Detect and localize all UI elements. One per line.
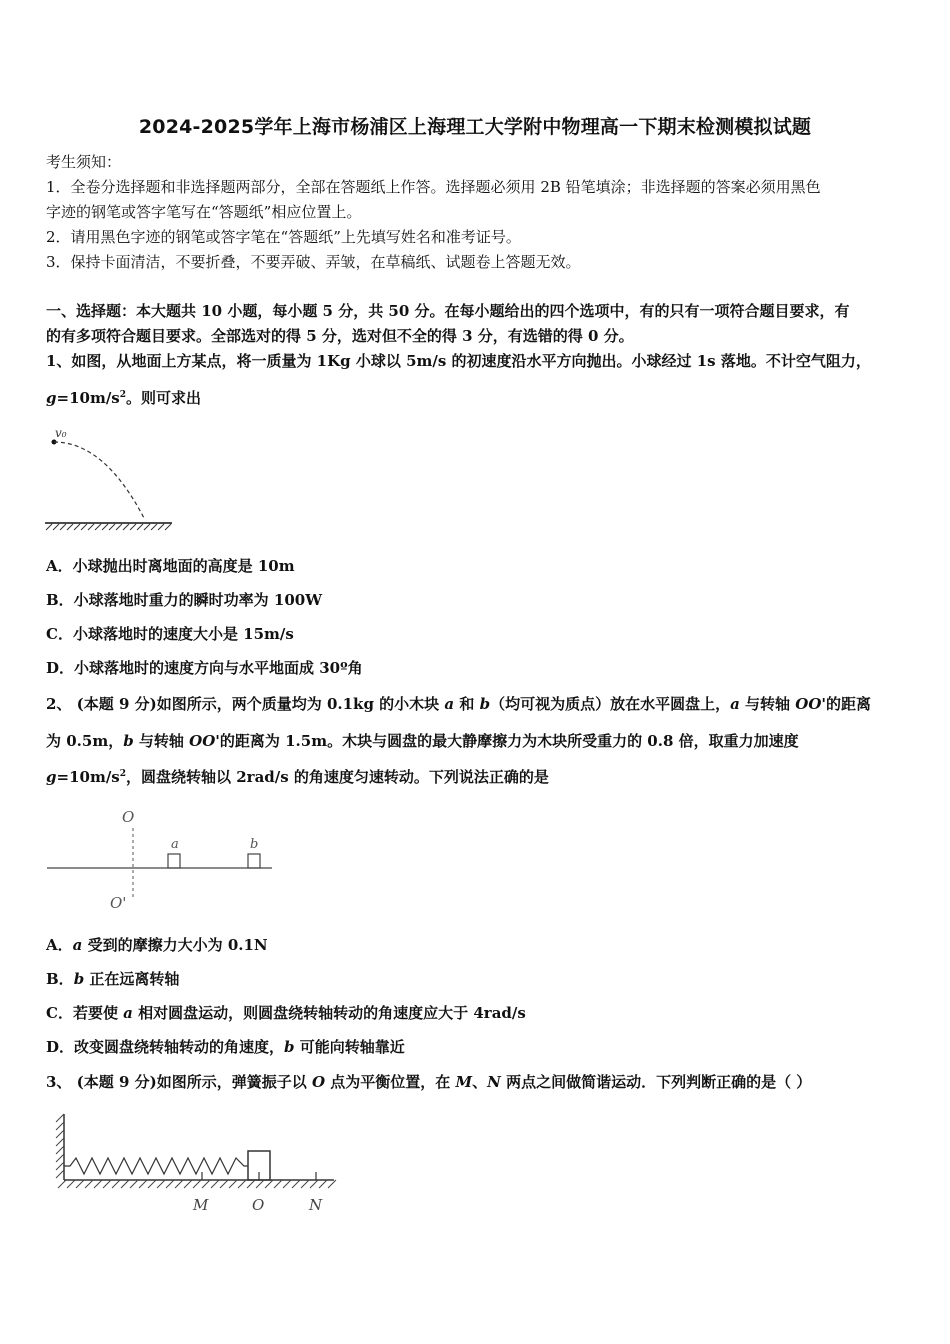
q3-spring <box>64 1158 248 1174</box>
q2-option-b[interactable] <box>46 969 179 989</box>
notice-item-1-line-2: 字迹的钢笔或答字笔写在“答题纸”相应位置上。 <box>46 203 362 221</box>
q2-option-c-text: C．若要使 <box>46 1004 124 1022</box>
q2-text: 的距离 <box>826 695 872 713</box>
q1-stem-line-2 <box>46 388 201 408</box>
q1-option-d[interactable]: D．小球落地时的速度方向与水平地面成 30º角 <box>46 659 363 677</box>
q2-option-c-text: 相对圆盘运动，则圆盘绕转轴转动的角速度应大于 4rad/s <box>132 1004 526 1022</box>
q2-option-a[interactable] <box>46 935 268 955</box>
q2-block-a <box>168 854 180 868</box>
q2-option-a-var: a <box>72 936 83 954</box>
q2-option-d-var: b <box>284 1038 295 1056</box>
q2-option-d[interactable] <box>46 1037 405 1057</box>
q1-ground-hatch <box>46 524 171 530</box>
q2-option-c-var: a <box>123 1004 133 1022</box>
q2-var-a: a <box>730 695 740 713</box>
q1-g-value: =10m/s <box>56 389 120 407</box>
q2-turntable-figure <box>42 800 282 915</box>
q3-var-n: N <box>487 1073 501 1091</box>
q3-text: 点为平衡位置，在 <box>325 1073 456 1091</box>
q2-g-exponent: 2 <box>119 769 127 779</box>
q2-figure-label-b: b <box>250 837 259 852</box>
q3-text: 3、 (本题 9 分)如图所示，弹簧振子以 <box>46 1073 312 1091</box>
q1-projectile-figure <box>40 420 180 535</box>
q2-block-b <box>248 854 260 868</box>
q3-figure-label-m: M <box>193 1196 209 1214</box>
q2-stem-line-2 <box>46 731 799 751</box>
q2-var-b: b <box>479 695 491 713</box>
section-intro-line-2: 的有多项符合题目要求。全部选对的得 5 分，选对但不全的得 3 分，有选错的得 0 分。 <box>46 327 634 345</box>
q3-text: 两点之间做简谐运动．下列判断正确的是（ ） <box>500 1073 812 1091</box>
q3-stem <box>46 1072 811 1092</box>
q1-option-c[interactable]: C．小球落地时的速度大小是 15m/s <box>46 625 294 643</box>
q2-text: 2、 (本题 9 分)如图所示，两个质量均为 0.1kg 的小木块 <box>46 695 445 713</box>
q2-var-b: b <box>123 732 134 750</box>
q2-option-b-text: B． <box>46 970 74 988</box>
q2-text: ，圆盘绕转轴以 2rad/s 的角速度匀速转动。下列说法正确的是 <box>126 768 549 786</box>
q3-figure-label-o: O <box>252 1196 265 1214</box>
q2-axis-symbol: OO' <box>795 695 827 713</box>
q2-text: 与转轴 <box>739 695 796 713</box>
q2-text: 为 0.5m， <box>46 732 124 750</box>
q2-stem-line-1 <box>46 694 871 714</box>
q2-option-d-text: D．改变圆盘绕转轴转动的角速度， <box>46 1038 285 1056</box>
q3-figure-label-n: N <box>309 1196 323 1214</box>
q1-figure-v0-label: v₀ <box>55 426 67 440</box>
q2-option-a-text: A． <box>46 936 73 954</box>
q2-option-b-var: b <box>73 970 85 988</box>
q2-g-value: =10m/s <box>56 768 120 786</box>
q2-option-c[interactable] <box>46 1003 526 1023</box>
q2-g-symbol: g <box>46 768 57 786</box>
q3-var-o: O <box>311 1073 326 1091</box>
q2-text: 和 <box>454 695 480 713</box>
q2-stem-line-3 <box>46 767 549 787</box>
q2-figure-label-o: O <box>122 808 135 826</box>
q2-option-d-text: 可能向转轴靠近 <box>294 1038 405 1056</box>
q2-option-b-text: 正在远离转轴 <box>84 970 180 988</box>
notice-heading: 考生须知： <box>46 153 122 171</box>
q2-var-a: a <box>444 695 455 713</box>
q3-wall-hatch <box>56 1114 64 1178</box>
q2-figure-label-a: a <box>171 837 179 852</box>
q2-axis-symbol: OO' <box>189 732 220 750</box>
page-title: 2024-2025学年上海市杨浦区上海理工大学附中物理高一下期末检测模拟试题 <box>138 116 812 138</box>
q1-g-exponent: 2 <box>119 390 127 400</box>
q2-option-a-text: 受到的摩擦力大小为 0.1N <box>82 936 268 954</box>
q3-var-m: M <box>455 1073 473 1091</box>
q1-g-suffix: 。则可求出 <box>126 389 202 407</box>
q3-ground-hatch <box>58 1180 336 1188</box>
q3-text: 、 <box>472 1073 488 1091</box>
notice-item-2: 2．请用黑色字迹的钢笔或答字笔在“答题纸”上先填写姓名和准考证号。 <box>46 228 521 246</box>
q1-trajectory <box>54 442 145 520</box>
q3-spring-oscillator-figure <box>50 1108 350 1218</box>
section-intro-line-1: 一、选择题：本大题共 10 小题，每小题 5 分，共 50 分。在每小题给出的四个选项中，有的只有一项符合题目要求，有 <box>46 302 850 320</box>
notice-item-3: 3．保持卡面清洁，不要折叠，不要弄破、弄皱，在草稿纸、试题卷上答题无效。 <box>46 253 581 271</box>
notice-item-1-line-1: 1．全卷分选择题和非选择题两部分，全部在答题纸上作答。选择题必须用 2B 铅笔填涂；非选择题的答案必须用黑色 <box>46 178 821 196</box>
q2-text: （均可视为质点）放在水平圆盘上， <box>490 695 731 713</box>
q2-text: 的距离为 1.5m。木块与圆盘的最大静摩擦力为木块所受重力的 0.8 倍，取重力加速度 <box>219 732 799 750</box>
q2-figure-label-o-prime: O' <box>110 894 127 912</box>
q1-g-symbol: g <box>46 389 57 407</box>
q1-option-a[interactable]: A．小球抛出时离地面的高度是 10m <box>46 557 295 575</box>
q1-stem-line-1: 1、如图，从地面上方某点，将一质量为 1Kg 小球以 5m/s 的初速度沿水平方向抛出。小球经过 1s 落地。不计空气阻力， <box>46 352 871 370</box>
q2-text: 与转轴 <box>133 732 190 750</box>
q1-option-b[interactable]: B．小球落地时重力的瞬时功率为 100W <box>46 591 323 609</box>
